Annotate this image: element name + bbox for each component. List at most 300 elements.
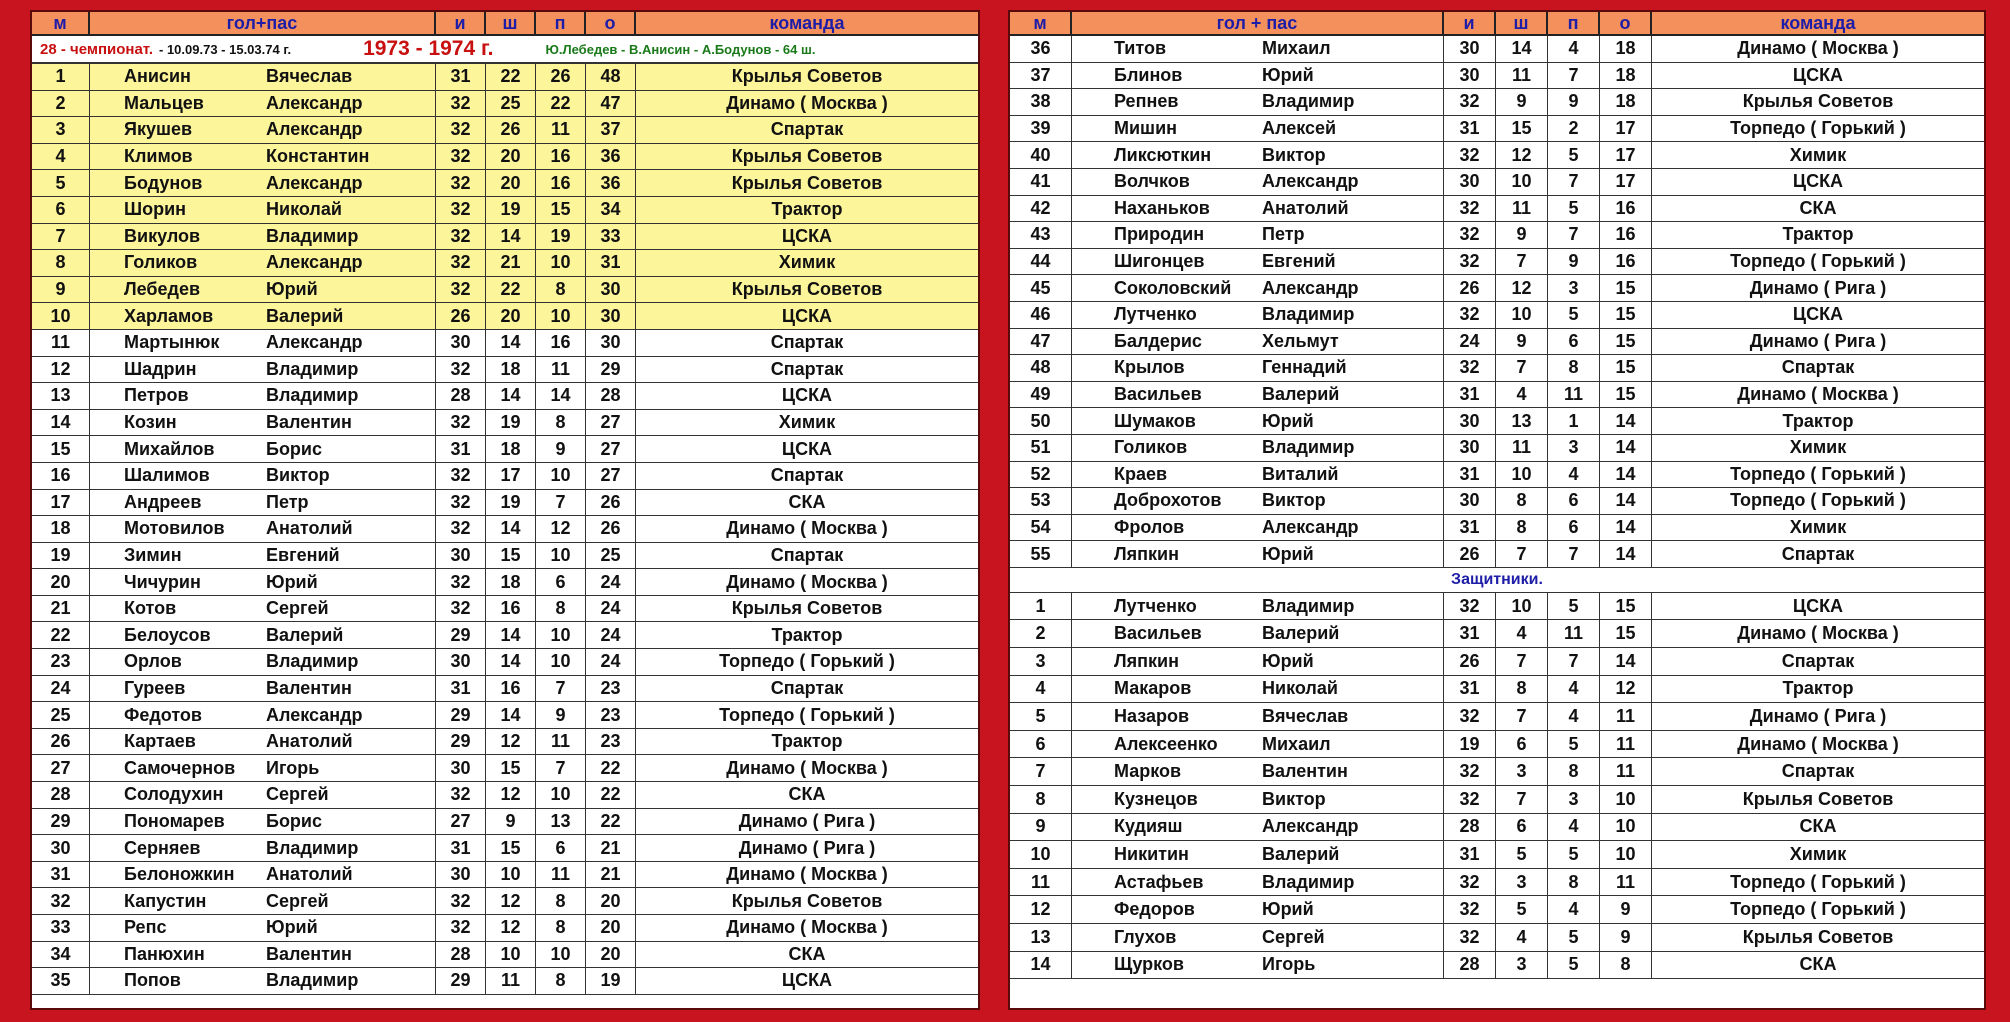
table-row bbox=[32, 782, 978, 809]
player-first-name: Валерий bbox=[1262, 623, 1340, 644]
team-cell: Динамо ( Москва ) bbox=[726, 917, 888, 938]
rank-cell: 4 bbox=[32, 144, 90, 170]
team-cell: Крылья Советов bbox=[1742, 788, 1894, 809]
table-row bbox=[1010, 814, 1984, 842]
col-header-o: о bbox=[1600, 12, 1652, 34]
assists-cell: 1 bbox=[1548, 408, 1600, 434]
rank-cell: 50 bbox=[1010, 408, 1072, 434]
player-first-name: Анатолий bbox=[1262, 197, 1349, 218]
player-surname: Фролов bbox=[1114, 516, 1185, 537]
goals-cell: 19 bbox=[486, 410, 536, 436]
player-name-cell bbox=[1072, 786, 1444, 813]
goals-cell: 20 bbox=[486, 144, 536, 170]
team-cell: ЦСКА bbox=[1792, 171, 1844, 192]
table-row bbox=[32, 915, 978, 942]
rank-cell: 12 bbox=[32, 357, 90, 383]
goals-cell: 10 bbox=[486, 942, 536, 968]
player-first-name: Александр bbox=[266, 252, 363, 273]
left-rows bbox=[32, 64, 978, 995]
rank-cell: 1 bbox=[32, 64, 90, 90]
points-cell: 16 bbox=[1600, 222, 1652, 248]
player-name-cell bbox=[90, 277, 436, 303]
assists-cell: 8 bbox=[536, 410, 586, 436]
player-name-cell bbox=[1072, 36, 1444, 62]
assists-cell: 6 bbox=[536, 569, 586, 595]
team-cell: Динамо ( Рига ) bbox=[1749, 330, 1887, 351]
player-surname: Лутченко bbox=[1114, 304, 1197, 325]
player-first-name: Валерий bbox=[1262, 844, 1340, 865]
player-name-cell bbox=[1072, 703, 1444, 730]
team-cell: ЦСКА bbox=[781, 305, 833, 326]
games-cell: 26 bbox=[1444, 648, 1496, 675]
player-first-name: Петр bbox=[1262, 224, 1305, 245]
player-name-cell bbox=[90, 888, 436, 914]
points-cell: 23 bbox=[586, 729, 636, 755]
player-name-cell bbox=[1072, 676, 1444, 703]
rank-cell: 37 bbox=[1010, 63, 1072, 89]
points-cell: 15 bbox=[1600, 593, 1652, 620]
table-row bbox=[1010, 541, 1984, 568]
player-first-name: Геннадий bbox=[1262, 357, 1347, 378]
player-name-cell bbox=[90, 64, 436, 90]
points-cell: 22 bbox=[586, 755, 636, 781]
rank-cell: 55 bbox=[1010, 541, 1072, 567]
rank-cell: 42 bbox=[1010, 196, 1072, 222]
games-cell: 30 bbox=[436, 649, 486, 675]
team-cell: Крылья Советов bbox=[731, 146, 883, 167]
col-header-name: гол+пас bbox=[90, 12, 436, 34]
points-cell: 11 bbox=[1600, 758, 1652, 785]
player-surname: Викулов bbox=[124, 225, 201, 246]
points-cell: 21 bbox=[586, 835, 636, 861]
player-first-name: Валентин bbox=[266, 943, 352, 964]
player-surname: Блинов bbox=[1114, 64, 1183, 85]
player-name-cell bbox=[1072, 593, 1444, 620]
goals-cell: 9 bbox=[1496, 222, 1548, 248]
rank-cell: 45 bbox=[1010, 275, 1072, 301]
points-cell: 24 bbox=[586, 649, 636, 675]
games-cell: 32 bbox=[1444, 89, 1496, 115]
player-surname: Репс bbox=[124, 917, 167, 938]
games-cell: 28 bbox=[436, 942, 486, 968]
table-row bbox=[32, 543, 978, 570]
player-surname: Мартынюк bbox=[124, 332, 220, 353]
table-row bbox=[32, 170, 978, 197]
points-cell: 33 bbox=[586, 224, 636, 250]
goals-cell: 17 bbox=[486, 463, 536, 489]
team-cell: Торпедо ( Горький ) bbox=[1730, 463, 1906, 484]
points-cell: 16 bbox=[1600, 196, 1652, 222]
player-name-cell bbox=[90, 809, 436, 835]
team-cell: Крылья Советов bbox=[731, 279, 883, 300]
team-cell: Крылья Советов bbox=[731, 890, 883, 911]
goals-cell: 15 bbox=[486, 755, 536, 781]
player-surname: Наханьков bbox=[1114, 197, 1210, 218]
points-cell: 20 bbox=[586, 888, 636, 914]
table-row bbox=[1010, 786, 1984, 814]
team-cell: ЦСКА bbox=[781, 438, 833, 459]
player-first-name: Владимир bbox=[266, 385, 359, 406]
points-cell: 23 bbox=[586, 676, 636, 702]
rank-cell: 22 bbox=[32, 622, 90, 648]
points-cell: 8 bbox=[1600, 952, 1652, 979]
team-cell: Торпедо ( Горький ) bbox=[1730, 871, 1906, 892]
team-cell: Трактор bbox=[771, 731, 843, 752]
rank-cell: 33 bbox=[32, 915, 90, 941]
table-row bbox=[32, 968, 978, 995]
games-cell: 28 bbox=[1444, 952, 1496, 979]
player-surname: Голиков bbox=[1114, 437, 1188, 458]
player-surname: Зимин bbox=[124, 544, 182, 565]
games-cell: 32 bbox=[436, 596, 486, 622]
player-first-name: Александр bbox=[1262, 277, 1359, 298]
assists-cell: 5 bbox=[1548, 142, 1600, 168]
col-header-sh: ш bbox=[486, 12, 536, 34]
table-row bbox=[1010, 275, 1984, 302]
rank-cell: 49 bbox=[1010, 382, 1072, 408]
player-surname: Ляпкин bbox=[1114, 650, 1179, 671]
player-name-cell bbox=[1072, 116, 1444, 142]
goals-cell: 14 bbox=[486, 224, 536, 250]
games-cell: 32 bbox=[436, 197, 486, 223]
rank-cell: 8 bbox=[32, 250, 90, 276]
player-name-cell bbox=[1072, 515, 1444, 541]
games-cell: 32 bbox=[1444, 196, 1496, 222]
player-name-cell bbox=[90, 117, 436, 143]
player-surname: Титов bbox=[1114, 38, 1167, 59]
points-cell: 36 bbox=[586, 170, 636, 196]
team-cell: Крылья Советов bbox=[731, 172, 883, 193]
assists-cell: 5 bbox=[1548, 841, 1600, 868]
games-cell: 32 bbox=[1444, 869, 1496, 896]
rank-cell: 5 bbox=[1010, 703, 1072, 730]
rank-cell: 7 bbox=[32, 224, 90, 250]
goals-cell: 11 bbox=[1496, 63, 1548, 89]
assists-cell: 10 bbox=[536, 782, 586, 808]
goals-cell: 7 bbox=[1496, 703, 1548, 730]
assists-cell: 16 bbox=[536, 330, 586, 356]
team-cell: Крылья Советов bbox=[731, 66, 883, 87]
defenders-section-label: Защитники. bbox=[1010, 568, 1984, 593]
assists-cell: 8 bbox=[536, 888, 586, 914]
team-cell: Химик bbox=[1789, 516, 1847, 537]
player-surname: Краев bbox=[1114, 463, 1168, 484]
right-table-header bbox=[1010, 12, 1984, 36]
games-cell: 29 bbox=[436, 702, 486, 728]
goals-cell: 11 bbox=[1496, 196, 1548, 222]
goals-cell: 11 bbox=[486, 968, 536, 994]
games-cell: 32 bbox=[1444, 355, 1496, 381]
assists-cell: 10 bbox=[536, 303, 586, 329]
player-surname: Харламов bbox=[124, 305, 214, 326]
player-name-cell bbox=[90, 383, 436, 409]
assists-cell: 6 bbox=[1548, 488, 1600, 514]
assists-cell: 26 bbox=[536, 64, 586, 90]
games-cell: 26 bbox=[1444, 541, 1496, 567]
player-first-name: Александр bbox=[266, 172, 363, 193]
season-subtitle bbox=[32, 36, 978, 64]
player-first-name: Петр bbox=[266, 491, 309, 512]
player-surname: Доброхотов bbox=[1114, 490, 1222, 511]
team-cell: Динамо ( Рига ) bbox=[1749, 277, 1887, 298]
rank-cell: 24 bbox=[32, 676, 90, 702]
player-surname: Солодухин bbox=[124, 784, 224, 805]
table-row bbox=[1010, 302, 1984, 329]
team-cell: Химик bbox=[778, 252, 836, 273]
assists-cell: 11 bbox=[1548, 382, 1600, 408]
games-cell: 31 bbox=[436, 676, 486, 702]
points-cell: 30 bbox=[586, 277, 636, 303]
games-cell: 32 bbox=[1444, 896, 1496, 923]
games-cell: 31 bbox=[1444, 515, 1496, 541]
rank-cell: 5 bbox=[32, 170, 90, 196]
rank-cell: 16 bbox=[32, 463, 90, 489]
assists-cell: 3 bbox=[1548, 275, 1600, 301]
points-cell: 22 bbox=[586, 782, 636, 808]
table-row bbox=[32, 117, 978, 144]
table-row bbox=[32, 277, 978, 304]
games-cell: 32 bbox=[436, 277, 486, 303]
col-header-name: гол + пас bbox=[1072, 12, 1444, 34]
points-cell: 15 bbox=[1600, 620, 1652, 647]
table-row bbox=[32, 436, 978, 463]
player-name-cell bbox=[90, 915, 436, 941]
team-cell: Торпедо ( Горький ) bbox=[719, 704, 895, 725]
table-row bbox=[1010, 249, 1984, 276]
assists-cell: 8 bbox=[536, 596, 586, 622]
assists-cell: 6 bbox=[1548, 515, 1600, 541]
player-name-cell bbox=[90, 91, 436, 117]
player-first-name: Алексей bbox=[1262, 118, 1337, 139]
games-cell: 32 bbox=[1444, 302, 1496, 328]
goals-cell: 10 bbox=[486, 862, 536, 888]
player-first-name: Сергей bbox=[266, 890, 329, 911]
assists-cell: 11 bbox=[1548, 620, 1600, 647]
player-surname: Андреев bbox=[124, 491, 202, 512]
games-cell: 30 bbox=[1444, 488, 1496, 514]
team-cell: Спартак bbox=[1781, 650, 1855, 671]
points-cell: 17 bbox=[1600, 169, 1652, 195]
rank-cell: 20 bbox=[32, 569, 90, 595]
points-cell: 36 bbox=[586, 144, 636, 170]
points-cell: 14 bbox=[1600, 515, 1652, 541]
player-surname: Белоножкин bbox=[124, 864, 235, 885]
player-name-cell bbox=[90, 303, 436, 329]
team-cell: ЦСКА bbox=[1792, 304, 1844, 325]
games-cell: 30 bbox=[1444, 63, 1496, 89]
table-row bbox=[32, 596, 978, 623]
table-row bbox=[32, 91, 978, 118]
left-table bbox=[30, 10, 980, 1010]
goals-cell: 5 bbox=[1496, 841, 1548, 868]
goals-cell: 7 bbox=[1496, 648, 1548, 675]
goals-cell: 10 bbox=[1496, 169, 1548, 195]
table-row bbox=[1010, 36, 1984, 63]
player-surname: Макаров bbox=[1114, 678, 1192, 699]
assists-cell: 3 bbox=[1548, 786, 1600, 813]
player-name-cell bbox=[90, 755, 436, 781]
games-cell: 30 bbox=[436, 755, 486, 781]
team-cell: Спартак bbox=[770, 677, 844, 698]
points-cell: 10 bbox=[1600, 814, 1652, 841]
rank-cell: 47 bbox=[1010, 329, 1072, 355]
points-cell: 14 bbox=[1600, 408, 1652, 434]
table-row bbox=[32, 303, 978, 330]
player-first-name: Виктор bbox=[266, 465, 330, 486]
table-row bbox=[1010, 355, 1984, 382]
table-row bbox=[1010, 329, 1984, 356]
player-first-name: Александр bbox=[266, 704, 363, 725]
rank-cell: 27 bbox=[32, 755, 90, 781]
player-first-name: Анатолий bbox=[266, 864, 353, 885]
goals-cell: 12 bbox=[1496, 275, 1548, 301]
player-name-cell bbox=[90, 490, 436, 516]
player-surname: Балдерис bbox=[1114, 330, 1202, 351]
player-first-name: Владимир bbox=[1262, 871, 1355, 892]
goals-cell: 20 bbox=[486, 170, 536, 196]
col-header-p: п bbox=[1548, 12, 1600, 34]
player-surname: Панюхин bbox=[124, 943, 205, 964]
line-record: Ю.Лебедев - В.Анисин - А.Бодунов - 64 ш. bbox=[545, 41, 816, 57]
assists-cell: 5 bbox=[1548, 924, 1600, 951]
player-name-cell bbox=[90, 250, 436, 276]
team-cell: Спартак bbox=[770, 544, 844, 565]
left-table-header bbox=[32, 12, 978, 36]
table-row bbox=[32, 676, 978, 703]
assists-cell: 9 bbox=[1548, 249, 1600, 275]
team-cell: Торпедо ( Горький ) bbox=[1730, 118, 1906, 139]
player-first-name: Владимир bbox=[266, 225, 359, 246]
points-cell: 27 bbox=[586, 436, 636, 462]
right-rows bbox=[1010, 36, 1984, 568]
goals-cell: 14 bbox=[486, 516, 536, 542]
player-name-cell bbox=[90, 410, 436, 436]
player-surname: Глухов bbox=[1114, 926, 1177, 947]
points-cell: 20 bbox=[586, 942, 636, 968]
table-row bbox=[1010, 63, 1984, 90]
player-name-cell bbox=[1072, 952, 1444, 979]
goals-cell: 14 bbox=[486, 383, 536, 409]
assists-cell: 5 bbox=[1548, 731, 1600, 758]
games-cell: 32 bbox=[436, 410, 486, 436]
goals-cell: 14 bbox=[486, 702, 536, 728]
rank-cell: 54 bbox=[1010, 515, 1072, 541]
assists-cell: 4 bbox=[1548, 462, 1600, 488]
table-row bbox=[1010, 435, 1984, 462]
player-surname: Котов bbox=[124, 598, 177, 619]
assists-cell: 4 bbox=[1548, 896, 1600, 923]
table-row bbox=[32, 463, 978, 490]
assists-cell: 2 bbox=[1548, 116, 1600, 142]
table-row bbox=[32, 383, 978, 410]
player-name-cell bbox=[90, 862, 436, 888]
team-cell: ЦСКА bbox=[781, 970, 833, 991]
points-cell: 9 bbox=[1600, 924, 1652, 951]
table-row bbox=[32, 224, 978, 251]
assists-cell: 6 bbox=[536, 835, 586, 861]
player-name-cell bbox=[90, 436, 436, 462]
points-cell: 14 bbox=[1600, 462, 1652, 488]
table-row bbox=[32, 197, 978, 224]
assists-cell: 7 bbox=[1548, 648, 1600, 675]
goals-cell: 7 bbox=[1496, 249, 1548, 275]
player-surname: Алексеенко bbox=[1114, 733, 1218, 754]
player-first-name: Владимир bbox=[1262, 437, 1355, 458]
games-cell: 31 bbox=[436, 436, 486, 462]
assists-cell: 8 bbox=[1548, 758, 1600, 785]
col-header-m: м bbox=[32, 12, 90, 34]
player-surname: Федоров bbox=[1114, 899, 1195, 920]
team-cell: СКА bbox=[1799, 954, 1837, 975]
assists-cell: 5 bbox=[1548, 952, 1600, 979]
team-cell: Динамо ( Москва ) bbox=[1737, 38, 1899, 59]
rank-cell: 23 bbox=[32, 649, 90, 675]
player-first-name: Юрий bbox=[1262, 899, 1314, 920]
player-first-name: Владимир bbox=[266, 970, 359, 991]
rank-cell: 2 bbox=[1010, 620, 1072, 647]
player-name-cell bbox=[90, 782, 436, 808]
goals-cell: 22 bbox=[486, 277, 536, 303]
points-cell: 10 bbox=[1600, 841, 1652, 868]
points-cell: 26 bbox=[586, 516, 636, 542]
table-row bbox=[1010, 382, 1984, 409]
player-first-name: Анатолий bbox=[266, 518, 353, 539]
player-surname: Щурков bbox=[1114, 954, 1184, 975]
assists-cell: 11 bbox=[536, 357, 586, 383]
points-cell: 17 bbox=[1600, 116, 1652, 142]
player-name-cell bbox=[90, 596, 436, 622]
player-first-name: Владимир bbox=[266, 358, 359, 379]
player-name-cell bbox=[1072, 841, 1444, 868]
rank-cell: 35 bbox=[32, 968, 90, 994]
championship-label: 28 - чемпионат. bbox=[40, 40, 154, 58]
player-first-name: Александр bbox=[266, 92, 363, 113]
games-cell: 32 bbox=[1444, 249, 1496, 275]
games-cell: 32 bbox=[1444, 222, 1496, 248]
rank-cell: 9 bbox=[1010, 814, 1072, 841]
player-first-name: Борис bbox=[266, 438, 323, 459]
player-surname: Мотовилов bbox=[124, 518, 225, 539]
rank-cell: 38 bbox=[1010, 89, 1072, 115]
points-cell: 18 bbox=[1600, 89, 1652, 115]
player-first-name: Виталий bbox=[1262, 463, 1339, 484]
team-cell: СКА bbox=[1799, 197, 1837, 218]
player-surname: Картаев bbox=[124, 731, 196, 752]
assists-cell: 9 bbox=[536, 702, 586, 728]
games-cell: 31 bbox=[436, 64, 486, 90]
player-first-name: Вячеслав bbox=[1262, 706, 1349, 727]
player-first-name: Александр bbox=[266, 119, 363, 140]
col-header-sh: ш bbox=[1496, 12, 1548, 34]
player-name-cell bbox=[1072, 620, 1444, 647]
games-cell: 32 bbox=[436, 357, 486, 383]
assists-cell: 16 bbox=[536, 170, 586, 196]
assists-cell: 5 bbox=[1548, 302, 1600, 328]
goals-cell: 7 bbox=[1496, 786, 1548, 813]
table-row bbox=[32, 729, 978, 756]
points-cell: 15 bbox=[1600, 329, 1652, 355]
goals-cell: 15 bbox=[486, 835, 536, 861]
team-cell: ЦСКА bbox=[781, 385, 833, 406]
goals-cell: 21 bbox=[486, 250, 536, 276]
player-surname: Никитин bbox=[1114, 844, 1189, 865]
player-name-cell bbox=[1072, 408, 1444, 434]
team-cell: Динамо ( Рига ) bbox=[738, 837, 876, 858]
rank-cell: 14 bbox=[1010, 952, 1072, 979]
player-name-cell bbox=[90, 835, 436, 861]
rank-cell: 6 bbox=[1010, 731, 1072, 758]
team-cell: Химик bbox=[1789, 844, 1847, 865]
